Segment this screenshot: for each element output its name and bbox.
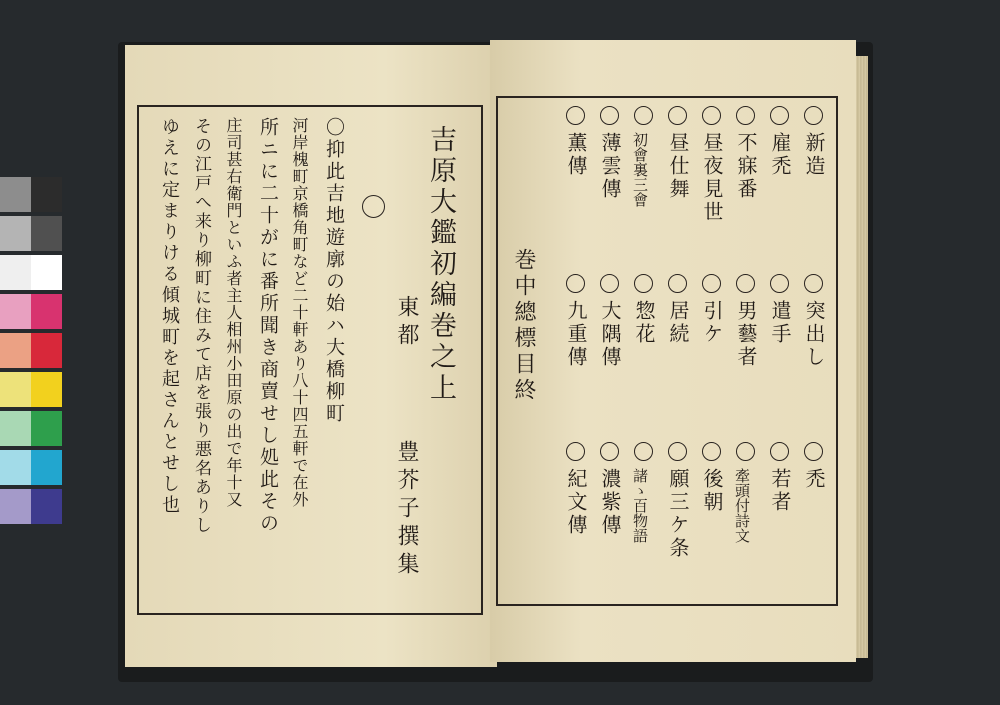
toc-marker-circle: [702, 106, 721, 125]
toc-entry: 九重傳: [564, 300, 588, 369]
toc-marker-circle: [668, 106, 687, 125]
toc-entry: 突出し: [802, 300, 826, 369]
toc-entry: 居続: [666, 300, 690, 346]
color-swatch: [31, 294, 62, 329]
color-swatch: [31, 216, 62, 251]
toc-marker-circle: [770, 442, 789, 461]
body-line: 所ニに二十がに番所聞き商賣せし処此その: [257, 117, 279, 535]
toc-marker-circle: [600, 106, 619, 125]
color-swatch: [0, 489, 31, 524]
toc-closing-line: 巻中總標目終: [511, 248, 536, 404]
toc-marker-circle: [804, 274, 823, 293]
toc-marker-circle: [566, 274, 585, 293]
toc-entry: 新造: [802, 132, 826, 178]
toc-marker-circle: [634, 442, 653, 461]
color-calibration-chart: [0, 177, 62, 529]
toc-entry: 遣手: [768, 300, 792, 346]
color-swatch: [0, 177, 31, 212]
color-swatch: [0, 450, 31, 485]
toc-marker-circle: [702, 274, 721, 293]
toc-marker-circle: [634, 106, 653, 125]
toc-marker-circle: [600, 274, 619, 293]
ornament-circle: [362, 195, 385, 218]
toc-marker-circle: [702, 442, 721, 461]
color-swatch: [0, 294, 31, 329]
toc-marker-circle: [668, 442, 687, 461]
right-page: [490, 40, 856, 662]
book-title: 吉原大鑑初編巻之上: [425, 125, 456, 404]
color-swatch: [0, 411, 31, 446]
toc-marker-circle: [736, 442, 755, 461]
toc-entry: 後朝: [700, 468, 724, 514]
toc-entry: 引ケ: [700, 300, 724, 346]
toc-marker-circle: [804, 106, 823, 125]
body-line: ゆえに定まりける傾城町を起さんとせし也: [159, 117, 180, 516]
toc-entry: 願三ケ条: [666, 468, 690, 560]
toc-entry: 若者: [768, 468, 792, 514]
toc-marker-circle: [770, 106, 789, 125]
color-swatch: [31, 177, 62, 212]
toc-marker-circle: [770, 274, 789, 293]
toc-entry: 雇禿: [768, 132, 792, 178]
color-swatch: [31, 489, 62, 524]
toc-entry: 初會裏三會: [631, 132, 649, 207]
toc-entry: 男藝者: [734, 300, 758, 369]
color-swatch: [31, 333, 62, 368]
toc-marker-circle: [804, 442, 823, 461]
color-swatch: [31, 411, 62, 446]
toc-entry: 牽頭付詩文: [733, 468, 751, 543]
color-swatch: [31, 255, 62, 290]
toc-marker-circle: [736, 106, 755, 125]
body-line: 〇抑此吉地遊廓の始ハ大橋柳町: [323, 117, 345, 425]
toc-entry: 紀文傳: [564, 468, 588, 537]
toc-entry: 昼夜見世: [700, 132, 724, 224]
toc-marker-circle: [600, 442, 619, 461]
color-swatch: [31, 372, 62, 407]
color-swatch: [0, 255, 31, 290]
color-swatch: [0, 333, 31, 368]
color-swatch: [0, 372, 31, 407]
toc-entry: 不寐番: [734, 132, 758, 201]
body-line: その江戸へ来り柳町に住みて店を張り悪名ありし: [191, 117, 211, 535]
toc-marker-circle: [566, 106, 585, 125]
toc-marker-circle: [634, 274, 653, 293]
publisher-label: 東都: [394, 295, 419, 351]
toc-marker-circle: [668, 274, 687, 293]
toc-entry: 諸ゝ百物語: [631, 468, 649, 543]
toc-entry: 惣花: [632, 300, 656, 346]
toc-entry: 薄雲傳: [598, 132, 622, 201]
toc-entry: 昼仕舞: [666, 132, 690, 201]
toc-entry: 禿: [802, 468, 826, 491]
toc-marker-circle: [736, 274, 755, 293]
toc-entry: 大隅傳: [598, 300, 622, 369]
color-swatch: [31, 450, 62, 485]
left-page: [125, 45, 497, 667]
toc-entry: 薫傳: [564, 132, 588, 178]
author-credit: 豊芥子撰集: [394, 440, 419, 580]
body-line: 庄司甚右衛門といふ者主人相州小田原の出で年十又: [224, 117, 243, 508]
toc-entry: 濃紫傳: [598, 468, 622, 537]
body-line: 河岸槐町京橋角町など二十軒あり八十四五軒で在外: [290, 117, 309, 508]
color-swatch: [0, 216, 31, 251]
toc-marker-circle: [566, 442, 585, 461]
